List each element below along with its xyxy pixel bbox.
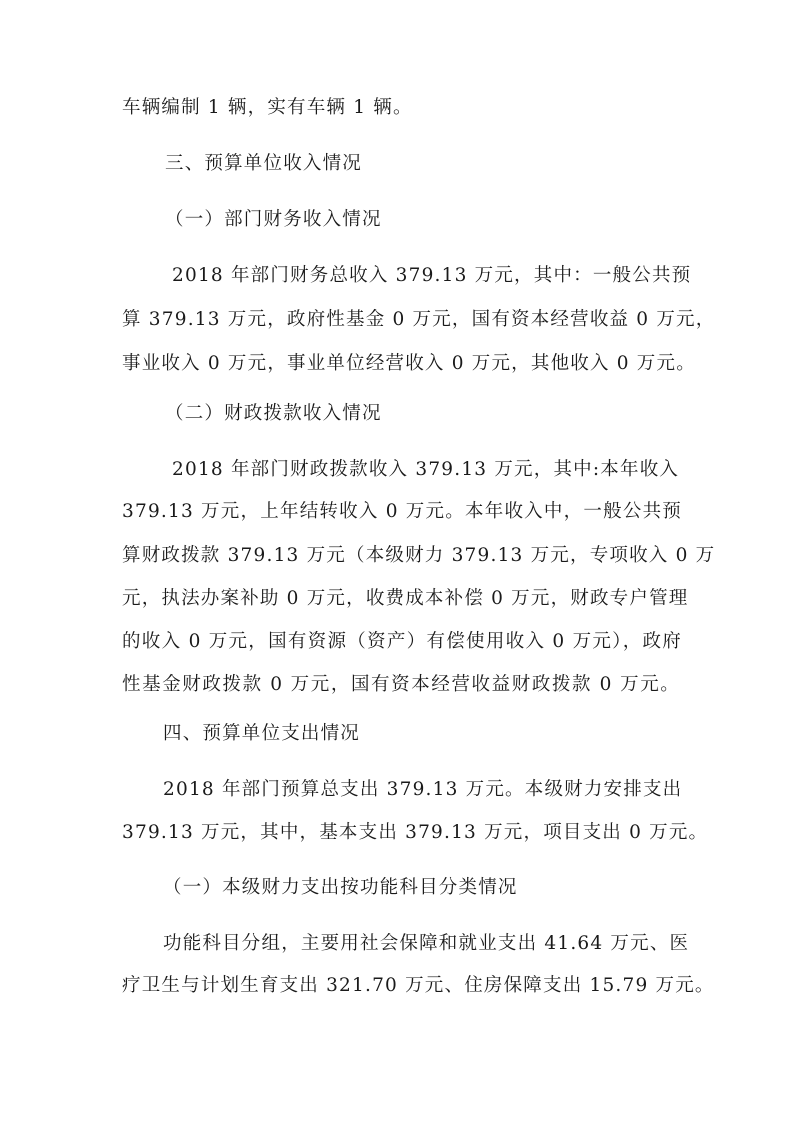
paragraph-line-vehicles: 车辆编制 1 辆，实有车辆 1 辆。	[122, 97, 413, 118]
paragraph-line: 379.13 万元，其中，基本支出 379.13 万元，项目支出 0 万元。	[122, 822, 709, 843]
subsection-heading-financial-income: （一）部门财务收入情况	[165, 209, 382, 230]
paragraph-line: 2018 年部门财务总收入 379.13 万元，其中：一般公共预	[172, 265, 692, 286]
paragraph-line: 功能科目分组，主要用社会保障和就业支出 41.64 万元、医	[163, 933, 690, 954]
paragraph-line: 算财政拨款 379.13 万元（本级财力 379.13 万元，专项收入 0 万	[122, 545, 716, 566]
paragraph-line: 疗卫生与计划生育支出 321.70 万元、住房保障支出 15.79 万元。	[122, 975, 715, 996]
section-heading-income: 三、预算单位收入情况	[165, 153, 363, 174]
paragraph-line: 379.13 万元，上年结转收入 0 万元。本年收入中，一般公共预	[122, 501, 682, 522]
paragraph-line: 的收入 0 万元，国有资源（资产）有偿使用收入 0 万元），政府	[122, 631, 682, 652]
subsection-heading-appropriation-income: （二）财政拨款收入情况	[165, 403, 382, 424]
paragraph-line: 性基金财政拨款 0 万元，国有资本经营收益财政拨款 0 万元。	[122, 674, 680, 695]
paragraph-line: 元，执法办案补助 0 万元，收费成本补偿 0 万元，财政专户管理	[122, 588, 689, 609]
paragraph-line: 2018 年部门财政拨款收入 379.13 万元，其中:本年收入	[172, 459, 680, 480]
subsection-heading-functional-classification: （一）本级财力支出按功能科目分类情况	[163, 877, 518, 898]
paragraph-line: 2018 年部门预算总支出 379.13 万元。本级财力安排支出	[163, 779, 683, 800]
paragraph-line: 事业收入 0 万元，事业单位经营收入 0 万元，其他收入 0 万元。	[122, 353, 696, 374]
paragraph-line: 算 379.13 万元，政府性基金 0 万元，国有资本经营收益 0 万元，	[122, 309, 716, 330]
section-heading-expenditure: 四、预算单位支出情况	[163, 723, 361, 744]
